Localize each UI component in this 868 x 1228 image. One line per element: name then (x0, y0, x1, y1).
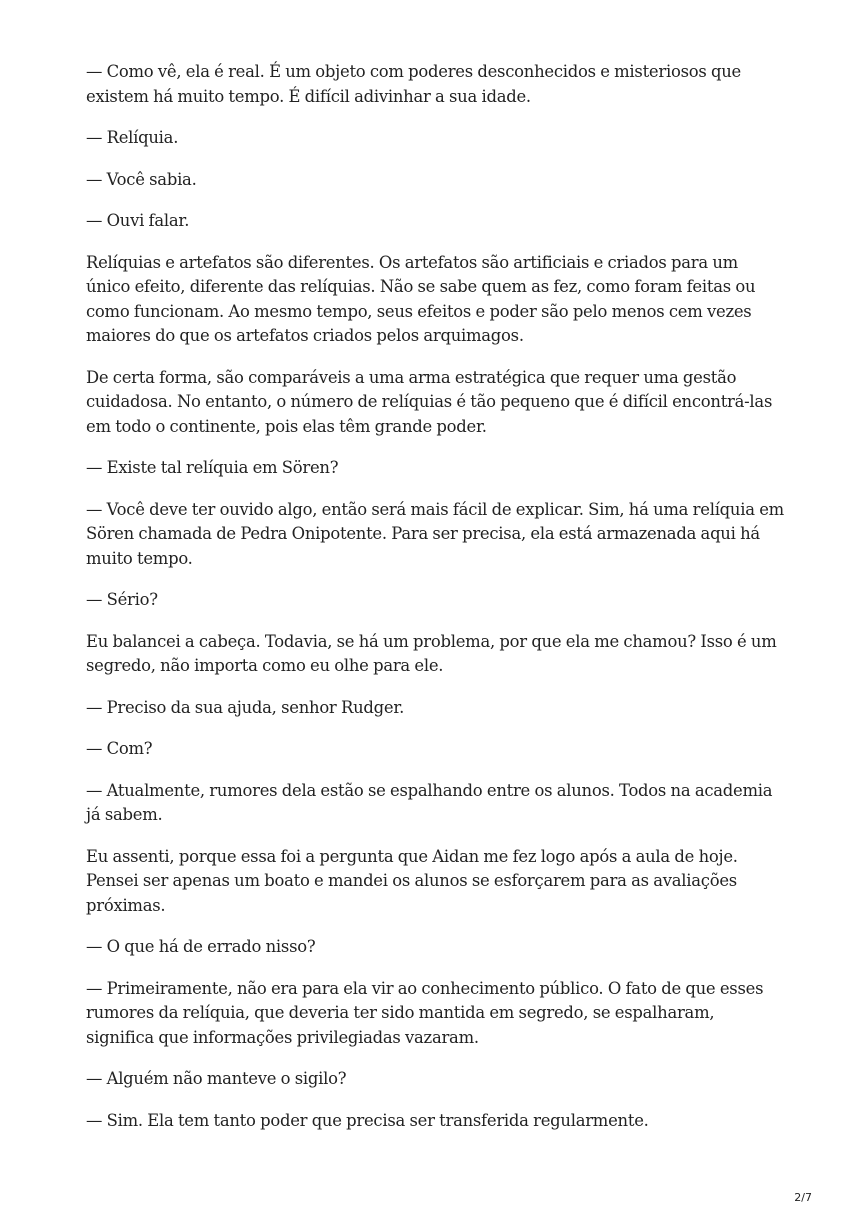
paragraph-7: — Existe tal relíquia em Sören? (86, 458, 339, 477)
paragraph-4: — Ouvi falar. (86, 211, 190, 230)
paragraph-6: De certa forma, são comparáveis a uma arma estratégica que requer uma gestão cuidadosa. No entanto, o número de relíquias é tão pequeno que é difícil encontrá-las em todo o continente, pois elas têm grande poder. (86, 367, 773, 436)
paragraph-13: — Atualmente, rumores dela estão se espalhando entre os alunos. Todos na academia já sabem. (86, 780, 773, 824)
paragraph-15: — O que há de errado nisso? (86, 937, 316, 956)
page-number: 2/7 (794, 1191, 812, 1204)
paragraph-5: Relíquias e artefatos são diferentes. Os artefatos são artificiais e criados para um único efeito, diferente das relíquias. Não se sabe quem as fez, como foram feitas ou como funcionam. Ao mesmo tempo, seus efeitos e poder são pelo menos cem vezes maiores do que os artefatos criados pelos arquimagos. (86, 252, 756, 345)
paragraph-17: — Alguém não manteve o sigilo? (86, 1069, 347, 1088)
paragraph-9: — Sério? (86, 590, 158, 609)
paragraph-1: — Como vê, ela é real. É um objeto com poderes desconhecidos e misteriosos que existem há muito tempo. É difícil adivinhar a sua idade. (86, 62, 741, 106)
paragraph-3: — Você sabia. (86, 169, 197, 189)
paragraph-10: Eu balancei a cabeça. Todavia, se há um problema, por que ela me chamou? Isso é um segredo, não importa como eu olhe para ele. (86, 631, 777, 675)
paragraph-8: — Você deve ter ouvido algo, então será mais fácil de explicar. Sim, há uma relíquia em Sören chamada de Pedra Onipotente. Para ser precisa, ela está armazenada aqui há muito tempo. (86, 499, 784, 568)
paragraph-14: Eu assenti, porque essa foi a pergunta que Aidan me fez logo após a aula de hoje. Pensei ser apenas um boato e mandei os alunos se esforçarem para as avaliações próximas. (86, 846, 738, 915)
paragraph-12: — Com? (86, 739, 153, 758)
paragraph-11: — Preciso da sua ajuda, senhor Rudger. (86, 697, 405, 717)
document-body (86, 60, 786, 1150)
paragraph-16: — Primeiramente, não era para ela vir ao conhecimento público. O fato de que esses rumores da relíquia, que deveria ter sido mantida em segredo, se espalharam, significa que informações privilegiadas vazaram. (86, 978, 764, 1047)
paragraph-2: — Relíquia. (86, 128, 179, 147)
paragraph-18: — Sim. Ela tem tanto poder que precisa ser transferida regularmente. (86, 1110, 649, 1130)
